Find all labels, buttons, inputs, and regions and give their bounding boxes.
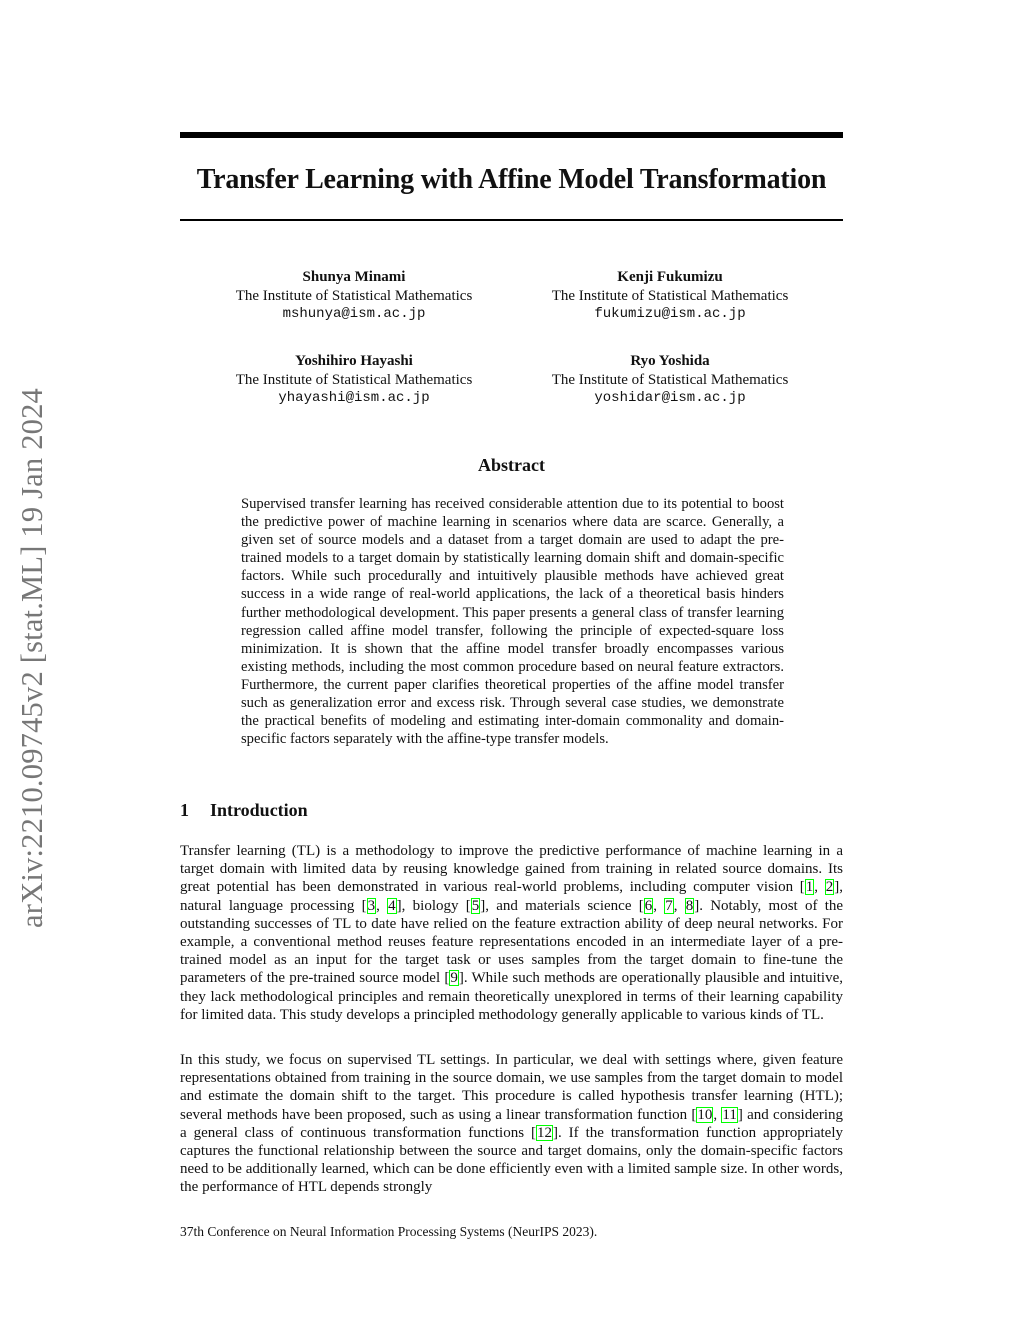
- author-email: mshunya@ism.ac.jp: [282, 306, 426, 322]
- citation-separator: ,: [814, 879, 825, 896]
- paragraph-text: In this study, we focus on supervised TL settings. In particular, we deal with settings where, given feature representations obtained from training in the source domain, we use samples from the target domain to model and estimate the domain shift to the target. This procedure is called hypothesis transfer learning (HTL); several methods have been proposed, such as using a linear transformation function [: [180, 1052, 843, 1123]
- author-block: [510, 352, 830, 408]
- paragraph-text: ], biology [: [396, 897, 471, 914]
- paragraph-text: ], natural language processing [: [180, 879, 843, 914]
- author-name: Shunya Minami: [302, 269, 406, 285]
- author-affiliation: The Institute of Statistical Mathematics: [235, 371, 473, 388]
- citation-link[interactable]: 5: [471, 897, 480, 914]
- author-name: Kenji Fukumizu: [617, 269, 723, 285]
- title-rule-bottom: [180, 219, 843, 221]
- author-email: yoshidar@ism.ac.jp: [594, 390, 746, 406]
- author-block: [194, 352, 514, 408]
- author-email: yhayashi@ism.ac.jp: [278, 390, 430, 406]
- citation-link[interactable]: 7: [665, 897, 673, 914]
- citation-separator: ,: [713, 1106, 722, 1123]
- section-number: 1: [180, 800, 189, 820]
- author-email: fukumizu@ism.ac.jp: [594, 306, 746, 322]
- author-affiliation: The Institute of Statistical Mathematics: [551, 287, 789, 304]
- citation-link[interactable]: 2: [825, 879, 834, 896]
- citation-link[interactable]: 3: [367, 897, 376, 914]
- citation-link[interactable]: 12: [536, 1124, 552, 1141]
- introduction-paragraph: [180, 842, 843, 1024]
- introduction-paragraph: [180, 1051, 843, 1197]
- citation-separator: ,: [673, 897, 685, 914]
- citation-link[interactable]: 1: [805, 879, 814, 896]
- conference-footnote: 37th Conference on Neural Information Processing Systems (NeurIPS 2023).: [180, 1224, 598, 1239]
- paragraph-text: ]. While such methods are operationally plausible and intuitive, they lack methodological principles and remain theoretically unexplored in terms of their learning capability for limited data. This study develops a principled methodology generally applicable to various kinds of TL.: [180, 970, 843, 1023]
- author-affiliation: The Institute of Statistical Mathematics: [235, 287, 473, 304]
- author-name: Yoshihiro Hayashi: [295, 353, 413, 369]
- citation-link[interactable]: 6: [644, 897, 653, 914]
- arxiv-identifier: arXiv:2210.09745v2 [stat.ML] 19 Jan 2024: [15, 388, 49, 928]
- citation-link[interactable]: 11: [722, 1106, 737, 1123]
- abstract-text: Supervised transfer learning has received considerable attention due to its potential to boost the predictive power of machine learning in scenarios where data are scarce. Generally, a given set of source models and a dataset from a target domain are used to adapt the pre-trained models to a target domain by statistically learning domain shift and domain-specific factors. While such procedurally and intuitively plausible methods have achieved great success in a wide range of real-world applications, the lack of a theoretical basis hinders further methodological development. This paper presents a general class of transfer learning regression called affine model transfer, following the principle of expected-square loss minimization. It is shown that the affine model transfer broadly encompasses various existing methods, including the most common procedure based on neural feature extractors. Furthermore, the current paper clarifies theoretical properties of the affine model transfer such as generalization error and excess risk. Through several case studies, we demonstrate the practical benefits of modeling and estimating inter-domain commonality and domain-specific factors separately with the affine-type transfer models.: [241, 496, 784, 748]
- paragraph-text: ] and considering a general class of continuous transformation functions [: [180, 1106, 844, 1141]
- paper-title: Transfer Learning with Affine Model Transformation: [196, 164, 827, 195]
- citation-link[interactable]: 10: [697, 1106, 713, 1123]
- author-block: [510, 268, 830, 324]
- citation-link[interactable]: 8: [685, 897, 694, 914]
- author-block: [194, 268, 514, 324]
- citation-link[interactable]: 9: [450, 970, 458, 987]
- author-affiliation: The Institute of Statistical Mathematics: [551, 371, 789, 388]
- author-name: Ryo Yoshida: [630, 353, 710, 369]
- paragraph-text: Transfer learning (TL) is a methodology to improve the predictive performance of machine learning in a target domain with limited data by reusing knowledge gained from training in related source domains. Its great potential has been demonstrated in various real-world problems, including computer vision [: [180, 843, 843, 896]
- abstract-heading: Abstract: [478, 455, 545, 475]
- section-heading: [180, 798, 843, 822]
- citation-link[interactable]: 4: [388, 897, 396, 914]
- paragraph-text: ], and materials science [: [480, 897, 644, 914]
- title-rule-top: [180, 132, 843, 138]
- paragraph-text: ]. If the transformation function appropriately captures the functional relationship between the source and target domains, only the domain-specific factors need to be additionally learned, which can be done efficiently even with a limited sample size. In other words, the performance of HTL depends strongly: [180, 1124, 844, 1196]
- citation-separator: ,: [653, 897, 665, 914]
- paragraph-text: ]. Notably, most of the outstanding successes of TL to date have relied on the feature extraction ability of deep neural networks. For example, a conventional method reuses feature representations encoded in an intermediate layer of a pre-trained model as an input for the target task or uses samples from the target domain to fine-tune the parameters of the pre-trained source model [: [180, 897, 844, 987]
- section-title: Introduction: [210, 800, 308, 820]
- citation-separator: ,: [376, 897, 388, 914]
